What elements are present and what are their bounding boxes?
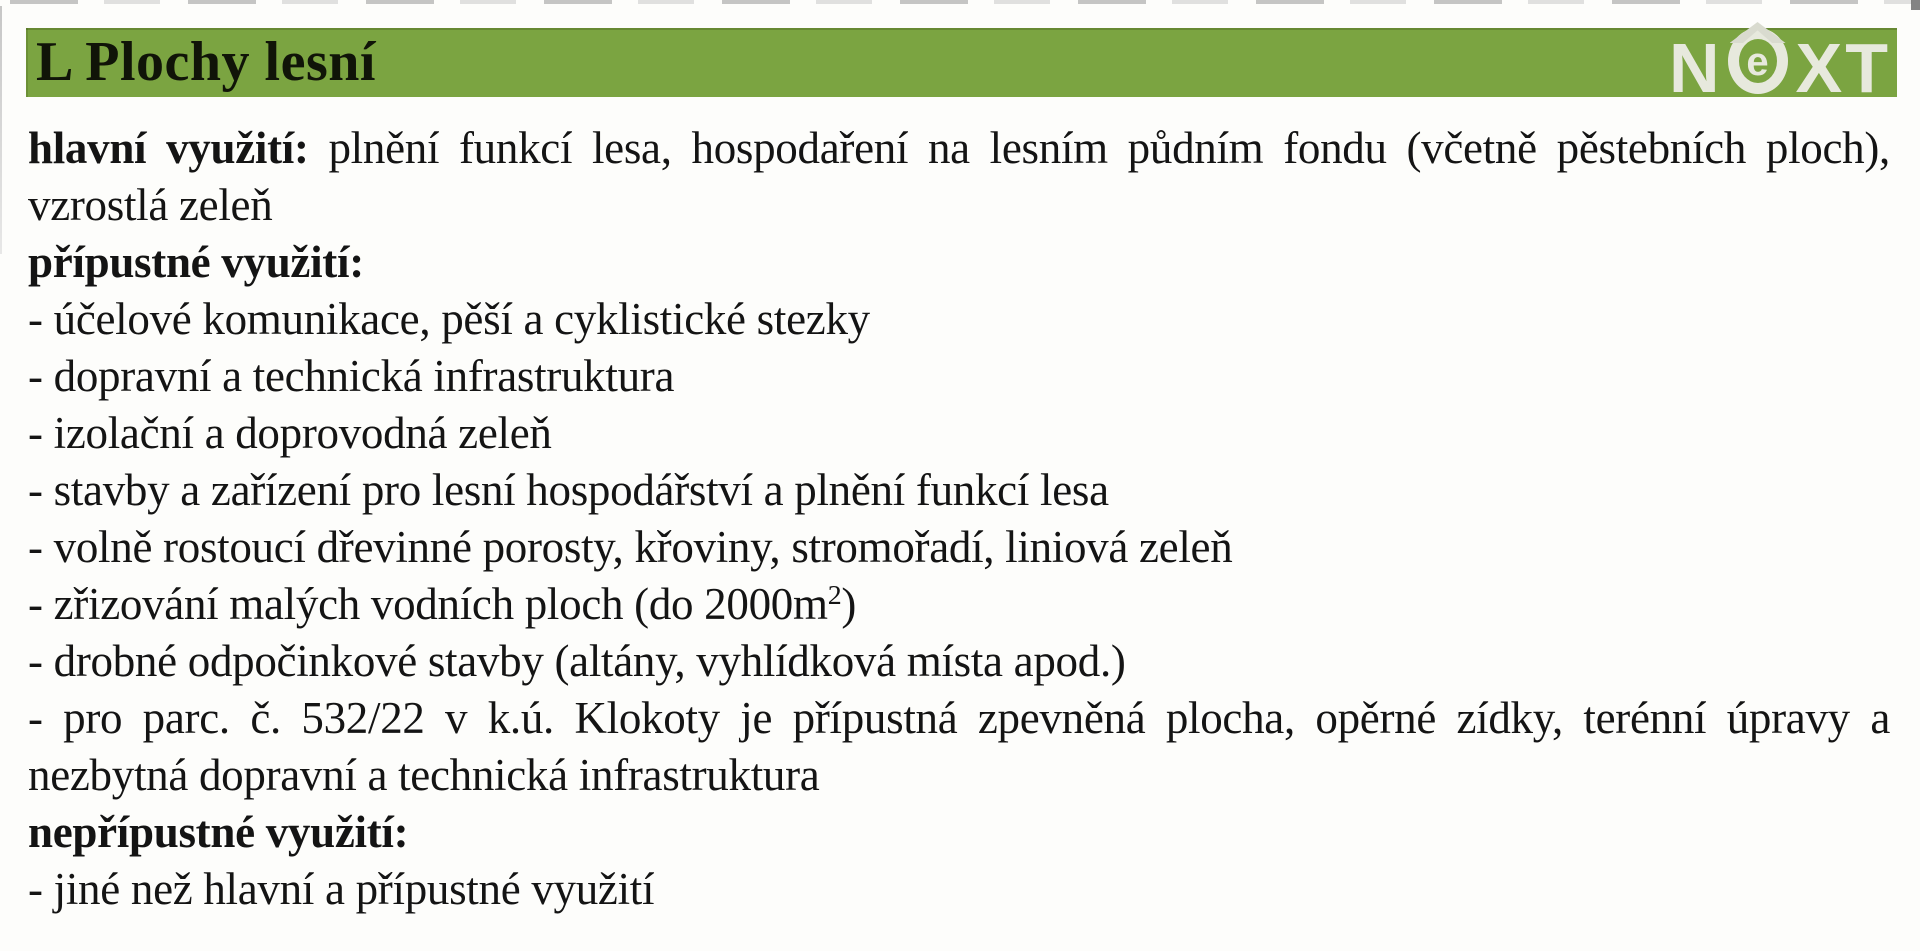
section-title: L Plochy lesní <box>36 31 376 93</box>
logo-e-ring <box>1728 28 1788 94</box>
not-permitted-heading <box>28 804 1890 861</box>
scan-artifact-left-border <box>0 6 2 254</box>
logo-letter-n: N <box>1668 29 1720 107</box>
main-use-paragraph <box>28 120 1890 234</box>
list-item-porosty: - volně rostoucí dřevinné porosty, křoviny, stromořadí, liniová zeleň <box>28 522 1233 572</box>
list-item-infrastruktura: - dopravní a technická infrastruktura <box>28 351 675 401</box>
list-item-stavby: - stavby a zařízení pro lesní hospodářství a plnění funkcí lesa <box>28 465 1109 515</box>
list-item-jine: - jiné než hlavní a přípustné využití <box>28 864 655 914</box>
next-logo <box>1668 28 1888 107</box>
list-item-komunikace: - účelové komunikace, pěší a cyklistické stezky <box>28 294 870 344</box>
water-item-close-paren: ) <box>841 579 857 629</box>
main-use-label: hlavní využití: <box>28 123 309 173</box>
list-item-odpocinkove-stavby: - drobné odpočinkové stavby (altány, vyhlídková místa apod.) <box>28 636 1126 686</box>
water-item-text: - zřizování malých vodních ploch (do 2000m <box>28 579 828 629</box>
scan-artifact-top <box>10 0 1912 4</box>
permitted-heading <box>28 234 1890 291</box>
parcel-paragraph: - pro parc. č. 532/22 v k.ú. Klokoty je přípustná zpevněná plocha, opěrné zídky, terénní úpravy a nezbytná dopravní a technická infrastruktura <box>28 693 1890 800</box>
scan-artifact-corner <box>1911 0 1920 10</box>
list-item-vodni-plochy <box>28 576 1890 633</box>
logo-letter-e: e <box>1746 40 1769 84</box>
main-use-text: plnění funkcí lesa, hospodaření na lesním půdním fondu (včetně pěstebních ploch), vzrostlá zeleň <box>28 123 1890 230</box>
section-header-bar <box>26 28 1897 107</box>
document-body <box>28 120 1890 918</box>
water-item-superscript: 2 <box>827 579 842 611</box>
not-permitted-heading-label: nepřípustné využití: <box>28 807 409 857</box>
list-item-zelen: - izolační a doprovodná zeleň <box>28 408 552 458</box>
permitted-heading-label: přípustné využití: <box>28 237 364 287</box>
logo-letter-x: X <box>1795 29 1843 107</box>
logo-letter-t: T <box>1845 29 1888 107</box>
